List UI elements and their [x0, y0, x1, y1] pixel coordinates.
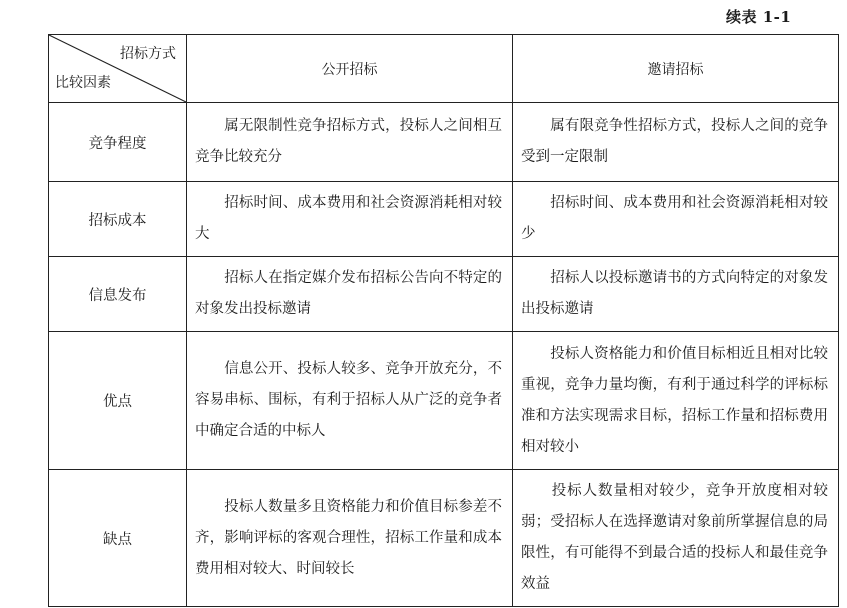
- invite-cell: 投标人资格能力和价值目标相近且相对比较重视，竞争力量均衡，有利于通过科学的评标标准和方法实现需求目标，招标工作量和招标费用相对较小: [513, 332, 839, 470]
- diagonal-top-label: 招标方式: [120, 46, 176, 62]
- invite-cell: 招标时间、成本费用和社会资源消耗相对较少: [513, 182, 839, 257]
- table-continued-label: 续表 1-1: [726, 8, 792, 26]
- open-cell: 招标时间、成本费用和社会资源消耗相对较大: [187, 182, 513, 257]
- table-row: [49, 332, 839, 470]
- invite-cell: 招标人以投标邀请书的方式向特定的对象发出投标邀请: [513, 257, 839, 332]
- column-header-open: 公开招标: [187, 35, 513, 103]
- diagonal-header-cell: [49, 35, 187, 103]
- factor-cell: 缺点: [49, 470, 187, 607]
- open-cell: 投标人数量多且资格能力和价值目标参差不齐，影响评标的客观合理性，招标工作量和成本费用相对较大、时间较长: [187, 470, 513, 607]
- table-row: [49, 103, 839, 182]
- invite-cell: 属有限竞争性招标方式，投标人之间的竞争受到一定限制: [513, 103, 839, 182]
- table-row: [49, 182, 839, 257]
- open-cell: 信息公开、投标人较多、竞争开放充分，不容易串标、围标，有利于招标人从广泛的竞争者中确定合适的中标人: [187, 332, 513, 470]
- factor-cell: 信息发布: [49, 257, 187, 332]
- open-cell: 招标人在指定媒介发布招标公告向不特定的对象发出投标邀请: [187, 257, 513, 332]
- factor-cell: 竞争程度: [49, 103, 187, 182]
- open-cell: 属无限制性竞争招标方式，投标人之间相互竞争比较充分: [187, 103, 513, 182]
- comparison-table: [48, 34, 839, 607]
- invite-cell: 投标人数量相对较少，竞争开放度相对较弱；受招标人在选择邀请对象前所掌握信息的局限性，有可能得不到最合适的投标人和最佳竞争效益: [513, 470, 839, 607]
- table-header-row: [49, 35, 839, 103]
- factor-cell: 招标成本: [49, 182, 187, 257]
- column-header-invite: 邀请招标: [513, 35, 839, 103]
- table-row: [49, 470, 839, 607]
- factor-cell: 优点: [49, 332, 187, 470]
- diagonal-bottom-label: 比较因素: [55, 75, 111, 91]
- table-row: [49, 257, 839, 332]
